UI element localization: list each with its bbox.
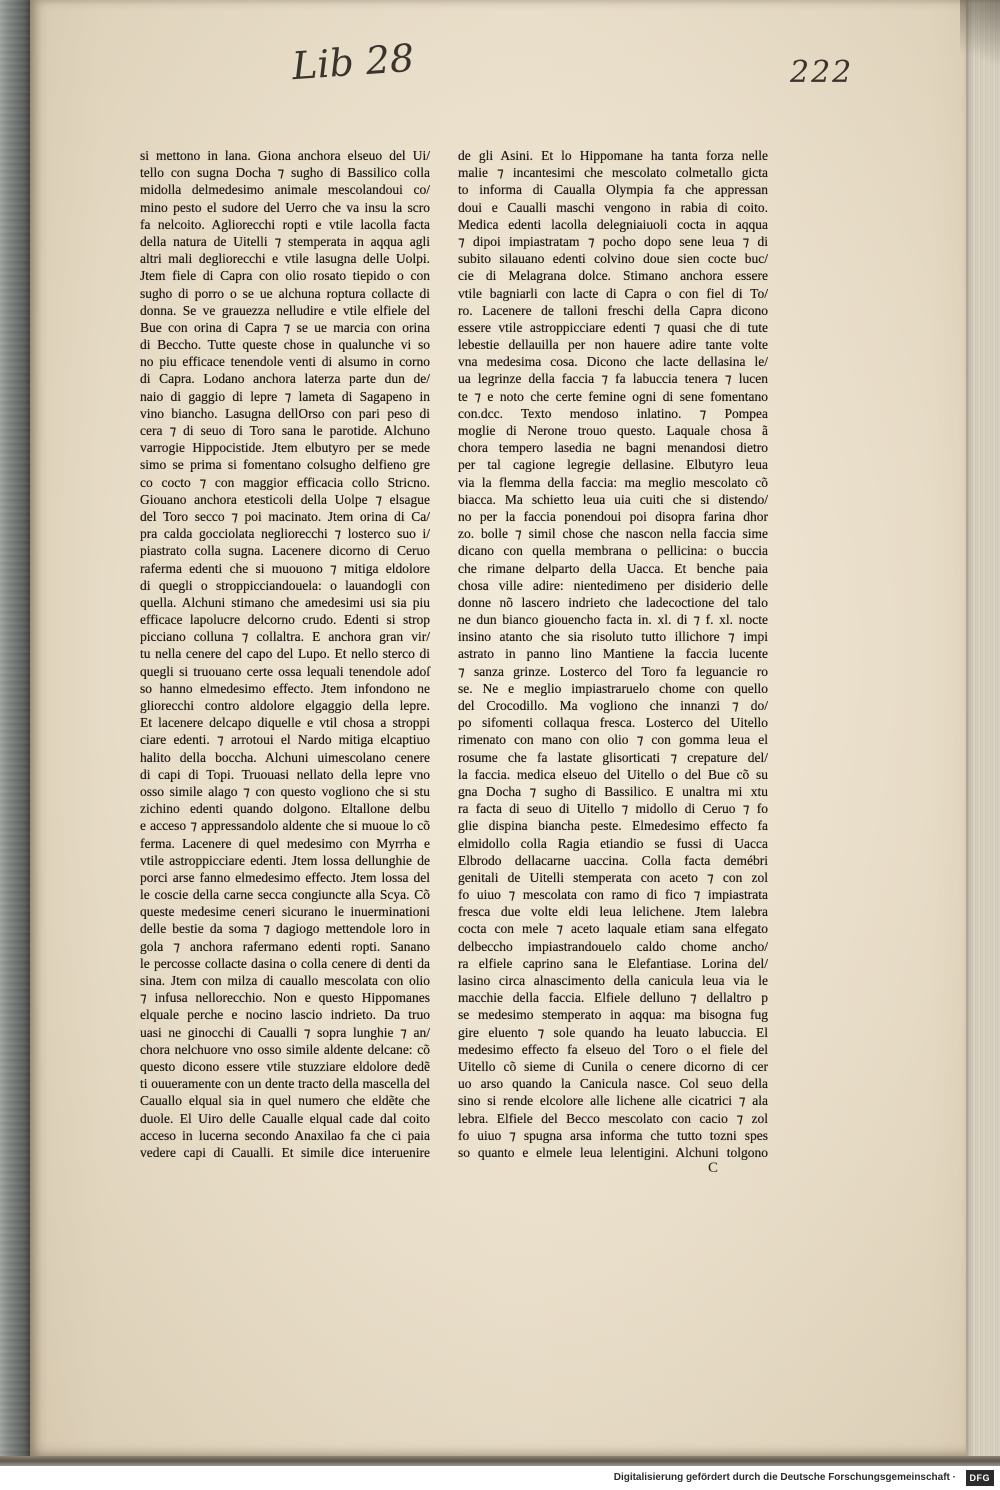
text-line: so hanno elmedesimo effecto. Jtem infondono ne <box>140 680 430 696</box>
text-line: Cauallo elqual sia in quel numero che eldẽte che <box>140 1093 430 1109</box>
text-line: Bue con orina di Capra ⁊ se ue marcia con orina <box>140 319 430 335</box>
text-line: altri mali degliorecchi e vtile lasugna delle Uolpi. <box>140 251 430 267</box>
text-line: rimenato con mano con olio ⁊ con gomma leua el <box>458 732 768 748</box>
text-line: del Crocodillo. Ma vogliono che innanzi ⁊ do/ <box>458 698 768 713</box>
text-line: gire eluento ⁊ sole quando ha leuato labuccia. El <box>458 1024 768 1040</box>
text-line: ⁊ dipoi impiastratam ⁊ pocho dopo sene leua ⁊ di <box>458 233 768 249</box>
text-line: varrogie Hippocistide. Jtem elbutyro per se mede <box>140 440 430 456</box>
text-line: vtile bagniarli con lacte di Capra o con fiel di To/ <box>458 285 768 301</box>
text-line: genitali de Uitelli stemperata con aceto ⁊ con zol <box>458 869 768 885</box>
page-bottom-edge <box>0 1456 1000 1466</box>
text-line: vino biancho. Lasugna dellOrso con pari peso di <box>140 405 430 421</box>
text-line: Et lacenere delcapo diquelle e vtil chosa a stroppi <box>140 715 430 731</box>
corner-shadow <box>960 0 1000 70</box>
text-line: ⁊ sanza grinze. Losterco del Toro fa leguancie ro <box>458 663 768 679</box>
text-line: zichino edenti quando dolgono. Eltallone delbu <box>140 801 430 817</box>
text-line: uasi ne ginocchi di Caualli ⁊ sopra lunghie ⁊ an/ <box>140 1024 430 1040</box>
text-line: te ⁊ e noto che certe femine ogni di sene fomentano <box>458 388 768 404</box>
text-line: ra elfiele caprino sana le Elefantiase. Lorina del/ <box>458 955 768 971</box>
text-line: la faccia. medica elseuo del Uitello o del Bue cõ su <box>458 766 768 782</box>
text-line: tello con sugna Docha ⁊ sugho di Bassilico colla <box>140 165 430 181</box>
text-line: gna Docha ⁊ sugho di Bassilico. E unaltra mi xtu <box>458 783 768 799</box>
text-line: chora nelchuore vno osso simile aldente delcane: cõ <box>140 1041 430 1057</box>
text-line: chora tempero lasedia ne bagni menandosi dietro <box>458 440 768 456</box>
text-line: per tal cagione legregie dellasine. Elbutyro leua <box>458 457 768 473</box>
text-line: di quegli o stroppicciandouela: o lauandogli con <box>140 577 430 593</box>
text-line: del Toro secco ⁊ poi macinato. Jtem orina di Ca/ <box>140 508 430 524</box>
text-line: che rimane delparto della Uacca. Et benche paia <box>458 560 768 576</box>
text-line: astrato in panno lino Mantiene la faccia lucente <box>458 646 768 662</box>
digitization-footer <box>0 1466 1000 1490</box>
text-line: medesimo effecto fa elseuo del Toro o el fiele del <box>458 1041 768 1057</box>
text-line: dicano con quella membrana o pellicina: o buccia <box>458 543 768 559</box>
text-line: le coscie della carne secca congiuncte alla Scya. Cõ <box>140 887 430 903</box>
text-line: gola ⁊ anchora rafermano edenti ropti. Sanano <box>140 938 430 954</box>
text-line: sina. Jtem con milza di cauallo mescolata con olio <box>140 973 430 988</box>
handwritten-book-number: Lib 28 <box>290 35 416 89</box>
text-line: fo uiuo ⁊ spugna arsa informa che tutto tozni spes <box>458 1127 768 1143</box>
text-line: efficace lapolucre delcorno crudo. Edenti si strop <box>140 612 430 628</box>
footer-credit-text: Digitalisierung gefördert durch die Deutsche Forschungsgemeinschaft · <box>613 1472 956 1483</box>
text-line: di Capra. Lodano anchora laterza parte dun de/ <box>140 371 430 387</box>
text-line: lebestie dellauilla per non hauere adire tante volte <box>458 337 768 353</box>
text-column-right <box>458 147 768 1161</box>
text-line: Uitello cõ sieme di Cunila o cenere dicorno di cer <box>458 1058 768 1074</box>
text-line: ciare edenti. ⁊ arrotoui el Nardo mitiga elcaptiuo <box>140 732 430 748</box>
text-line: de gli Asini. Et lo Hippomane ha tanta forza nelle <box>458 148 768 163</box>
text-line: acceso in lucerna secondo Anaxilao fa che ci paia <box>140 1127 430 1143</box>
text-line: con.dcc. Texto mendoso inlatino. ⁊ Pompea <box>458 405 768 421</box>
text-line: delle bestie da soma ⁊ dagiogo mettendole loro in <box>140 921 430 937</box>
text-line: donne nõ lascero indrieto che ladecoctione del talo <box>458 594 768 610</box>
text-line: Giouano anchora etesticoli della Uolpe ⁊ elsague <box>140 491 430 507</box>
text-line: ra facta di seuo di Uitello ⁊ midollo di Ceruo ⁊ fo <box>458 801 768 817</box>
text-line: insino atanto che sia risoluto tutto illichore ⁊ impi <box>458 629 768 645</box>
text-line: quegli si truouano certe ossa lequali tenendole adoſ <box>140 663 430 679</box>
text-line: fo uiuo ⁊ mescolata con ramo di fico ⁊ impiastrata <box>458 887 768 903</box>
text-line: to informa di Caualla Olympia fa che appressan <box>458 182 768 198</box>
text-column-left <box>140 147 430 1161</box>
text-line: mino pesto el sudore del Uerro che va insu la scro <box>140 199 430 215</box>
text-line: della natura de Uitelli ⁊ stemperata in aqqua agli <box>140 233 430 249</box>
text-line: essere vtile astroppicciare edenti ⁊ quasi che di tute <box>458 319 768 335</box>
text-line: rosume che fa lastate glisorticati ⁊ crepature del/ <box>458 749 768 765</box>
text-line: sino si rende elcolore alle lichene alle cicatrici ⁊ ala <box>458 1093 768 1109</box>
text-line: zo. bolle ⁊ simil chose che nascon nella faccia sime <box>458 526 768 542</box>
text-line: doui e Caualli maschi vengono in rabia di coito. <box>458 199 768 215</box>
text-line: picciano colluna ⁊ collaltra. E anchora gran vir/ <box>140 629 430 645</box>
text-line: no piu efficace tenendole venti di alsumo in corno <box>140 354 430 370</box>
text-line: ti ouueramente con un dente tracto della mascella del <box>140 1076 430 1092</box>
text-line: duole. El Uiro delle Caualle elqual cade dal coito <box>140 1110 430 1126</box>
text-line: delbeccho impiastrandouelo caldo chome ancho/ <box>458 938 768 954</box>
text-line: chosa ville adire: nientedimeno per disiderio delle <box>458 577 768 593</box>
text-line: di Beccho. Tutte queste chose in qualunche vi so <box>140 337 430 353</box>
text-line: ferma. Lacenere di quel medesimo con Myrrha e <box>140 835 430 851</box>
text-line: le percosse collacte dasina o colla cenere di denti da <box>140 955 430 971</box>
catchword: C <box>708 1160 719 1176</box>
text-line: ⁊ infusa nellorecchio. Non e questo Hippomanes <box>140 990 430 1006</box>
text-line: cie di Melagrana dolce. Stimano anchora essere <box>458 268 768 284</box>
text-line: ro. Lacenere de talloni freschi della Capra dicono <box>458 302 768 318</box>
text-line: raferma edenti che si muouono ⁊ mitiga eldolore <box>140 560 430 576</box>
text-line: vtile astroppicciare edenti. Jtem lossa dellunghie de <box>140 852 430 868</box>
text-line: no per la faccia ponendoui poi disopra farina dhor <box>458 508 768 524</box>
page-fore-edge <box>966 0 1000 1462</box>
text-line: ne dun bianco giouencho facta in. xl. di ⁊ f. xl. nocte <box>458 612 768 628</box>
text-line: vna medesima cosa. Dicono che lacte dellasina le/ <box>458 354 768 370</box>
text-line: pra calda gocciolata negliorecchi ⁊ losterco suo i/ <box>140 526 430 542</box>
text-line: cera ⁊ di seuo di Toro sana le parotide. Alchuno <box>140 423 430 438</box>
text-line: moglie di Nerone trouo questo. Laquale chosa ã <box>458 423 768 438</box>
text-line: Medica edenti lacolla delegniaiuoli cocta in aqqua <box>458 216 768 232</box>
text-line: biacca. Ma schietto leua uia cuiti che si distendo/ <box>458 491 768 507</box>
text-line: macchie della faccia. Elfiele delluno ⁊ dellaltro p <box>458 990 768 1006</box>
text-line: quella. Alchuni stimano che amedesimi usi sia piu <box>140 594 430 610</box>
text-line: so quanto e elmele leua lelentigini. Alchuni tolgono <box>458 1144 768 1160</box>
text-line: vedere capi di Caualli. Et simile dice interuenire <box>140 1144 430 1160</box>
text-line: Elbrodo dellacarne uaccina. Colla facta demébri <box>458 852 768 868</box>
text-line: simo se prima si fomentano colsugho delfieno gre <box>140 457 430 473</box>
text-line: piastrato colla sugna. Lacenere dicorno di Ceruo <box>140 543 430 559</box>
text-line: lebra. Elfiele del Becco mescolato con cacio ⁊ zol <box>458 1110 768 1126</box>
text-line: di capi di Topi. Truouasi nellato della lepre vno <box>140 766 430 782</box>
text-line: ua legrinze della faccia ⁊ fa labuccia tenera ⁊ lucen <box>458 371 768 387</box>
text-line: Jtem fiele di Capra con olio rosato tiepido o con <box>140 268 430 284</box>
text-line: via la flemma della faccia: ma meglio mescolato cõ <box>458 474 768 490</box>
text-line: glie dispina biancha peste. Elmedesimo effecto fa <box>458 818 768 834</box>
text-line: cocta con mele ⁊ aceto laquale etiam sana elfegato <box>458 921 768 937</box>
text-line: halito della boccha. Alchuni uimescolano cenere <box>140 749 430 765</box>
book-binding <box>0 0 34 1462</box>
text-line: gliorecchi contro aldolore elgaggio della lepre. <box>140 698 430 713</box>
text-line: tu nella cenere del capo del Lupo. Et nello sterco di <box>140 646 430 662</box>
text-line: sugho di porro o se ue alchuna roptura collacte di <box>140 285 430 301</box>
text-line: queste medesime ceneri sicurano le inuerminationi <box>140 904 430 920</box>
text-line: subito silauano edenti colvino doue sien cocte buc/ <box>458 251 768 267</box>
text-line: midolla delmedesimo animale mescolandoui co/ <box>140 182 430 198</box>
text-line: lasino circa alnascimento della canicula leua via le <box>458 973 768 988</box>
text-line: se. Ne e meglio impiastraruelo chome con quello <box>458 680 768 696</box>
text-line: e acceso ⁊ appressandolo aldente che si muoue lo cõ <box>140 818 430 834</box>
text-line: co cocto ⁊ con maggior efficacia collo Stricno. <box>140 474 430 490</box>
text-line: uo arso quando la Canicula nasce. Col seuo della <box>458 1076 768 1092</box>
text-line: osso simile alago ⁊ con questo vogliono che si stu <box>140 783 430 799</box>
text-line: fresca due volte eldi leua lelichene. Jtem lalebra <box>458 904 768 920</box>
text-line: porci arse fanno elmedesimo effecto. Jtem lossa del <box>140 869 430 885</box>
handwritten-folio-number: 222 <box>790 55 854 90</box>
text-line: po sifomenti collaqua fresca. Losterco del Uitello <box>458 715 768 731</box>
text-line: naio di gaggio di lepre ⁊ lameta di Sagapeno in <box>140 388 430 404</box>
text-line: fa nelcoito. Agliorecchi ropti e vtile lacolla facta <box>140 216 430 232</box>
text-line: malie ⁊ incantesimi che mescolato colmetallo gicta <box>458 165 768 181</box>
text-line: se medesimo stemperato in aqqua: ma bisogna fug <box>458 1007 768 1023</box>
text-line: elquale perche e nocino lascio indrieto. Da truo <box>140 1007 430 1023</box>
text-line: elmidollo colla Ragia etiandio se fussi di Uacca <box>458 835 768 851</box>
text-line: questo dicono essere vtile stuzziare eldolore dedẽ <box>140 1058 430 1074</box>
text-line: donna. Se ve grauezza nelludire e vtile elfiele del <box>140 302 430 318</box>
text-line: si mettono in lana. Giona anchora elseuo del Ui/ <box>140 148 430 163</box>
dfg-logo: DFG <box>966 1470 995 1486</box>
